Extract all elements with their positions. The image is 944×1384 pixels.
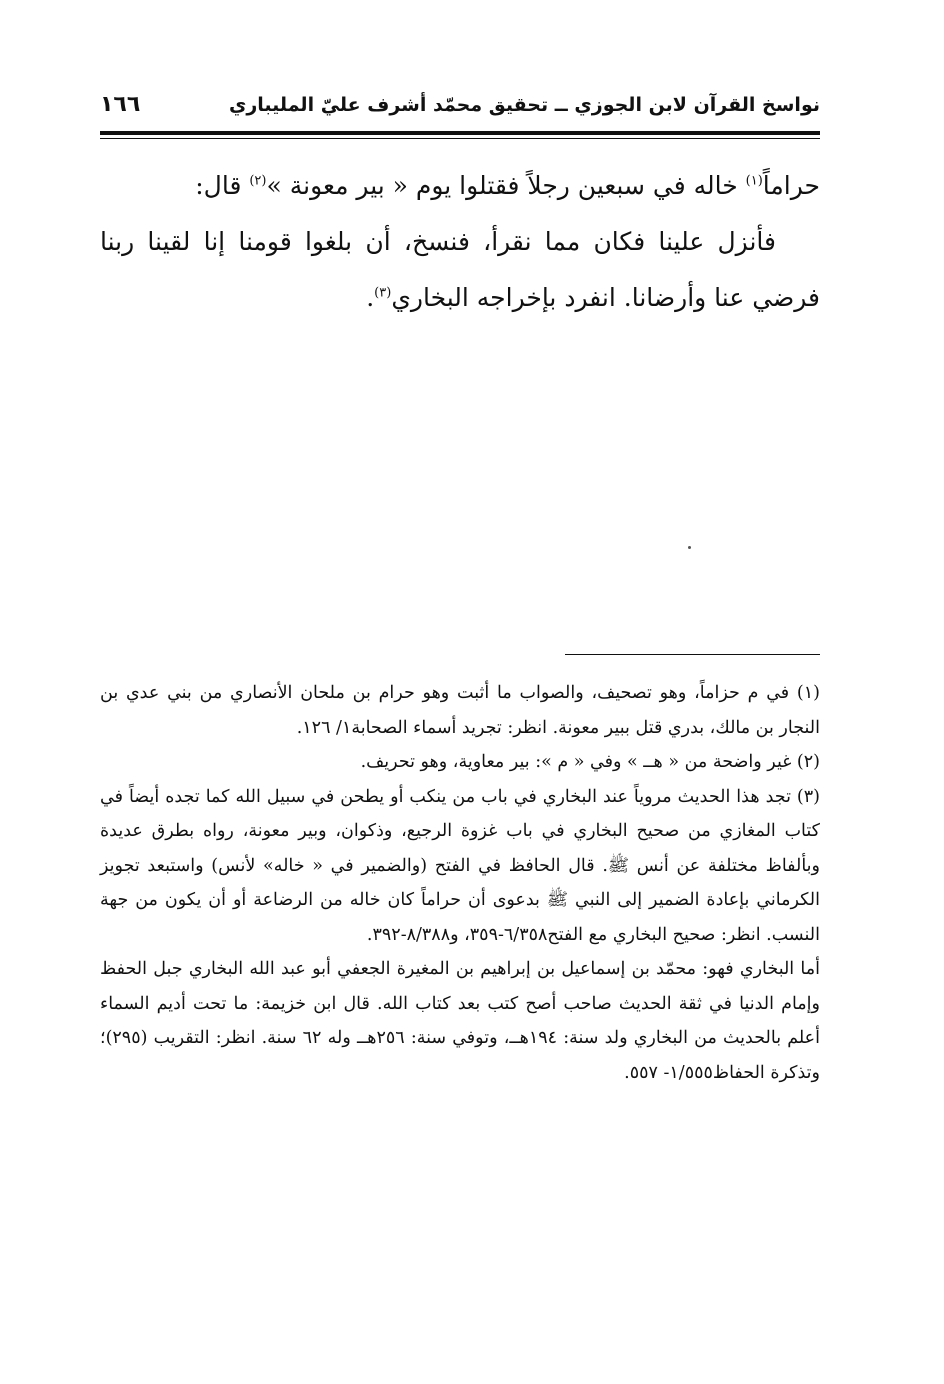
footnote-ref-2: (٢) <box>249 173 267 189</box>
header-rule-thick <box>100 131 820 135</box>
footnote-1: (١) في م حزاماً، وهو تصحيف، والصواب ما أثبت وهو حرام بن ملحان الأنصاري من بني عدي بن النجار بن مالك، بدري قتل ببير معونة. انظر: تجريد أسماء الصحابة١/ ١٢٦. <box>100 683 820 738</box>
footnote-3: (٣) تجد هذا الحديث مروياً عند البخاري في باب من ينكب أو يطحن في سبيل الله كما تجده أيضاً في كتاب المغازي من صحيح البخاري في باب غزوة الرجيع، وذكوان، وبير معونة، رواه بطرق عديدة وبألفاظ مختلفة عن أنس ﷺ. قال الحافظ في الفتح (والضمير في « خاله» لأنس) واستبعد تجويز الكرماني بإعادة الضمير إلى النبي ﷺ بدعوى أن حراماً كان خاله من الرضاعة أو أن يكون من جهة النسب. انظر: صحيح البخاري مع الفتح٦/٣٥٨-٣٥٩، و٨/٣٨٨-٣٩٢. <box>100 786 820 945</box>
footnote-ref-1: (١) <box>745 173 763 189</box>
text-run: فأنزل علينا فكان مما نقرأ، فنسخ، أن بلغوا قومنا إنا لقينا ربنا فرضي عنا وأرضانا. انفرد بإخراجه البخاري <box>100 227 820 312</box>
text-run: حراماً <box>762 171 820 200</box>
running-title: نواسخ القرآن لابن الجوزي ــ تحقيق محمّد أشرف عليّ المليباري <box>228 94 820 116</box>
footnote-ref-3: (٣) <box>374 285 392 301</box>
text-run: . <box>366 283 375 312</box>
page-number: ١٦٦ <box>100 92 141 117</box>
scan-speck <box>688 546 691 549</box>
footnote-separator <box>565 654 820 655</box>
header-rule-thin <box>100 138 820 139</box>
footnotes <box>100 676 820 1090</box>
paragraph-2 <box>100 214 820 326</box>
text-run: قال: <box>195 171 250 200</box>
paragraph-1 <box>100 158 820 214</box>
main-text <box>100 158 820 326</box>
text-run: خاله في سبعين رجلاً فقتلوا يوم « بير معونة » <box>266 171 746 200</box>
page-header <box>100 88 820 128</box>
footnote-bio: أما البخاري فهو: محمّد بن إسماعيل بن إبراهيم بن المغيرة الجعفي أبو عبد الله البخاري جبل الحفظ وإمام الدنيا في ثقة الحديث صاحب أصح كتب بعد كتاب الله. قال ابن خزيمة: ما تحت أديم السماء أعلم بالحديث من البخاري ولد سنة: ١٩٤هــ، وتوفي سنة: ٢٥٦هــ وله ٦٢ سنة. انظر: التقريب (٢٩٥)؛ وتذكرة الحفاظ١/٥٥٥- ٥٥٧. <box>100 959 820 1083</box>
footnote-2: (٢) غير واضحة من « هــ » وفي « م »: بير معاوية، وهو تحريف. <box>360 752 820 772</box>
